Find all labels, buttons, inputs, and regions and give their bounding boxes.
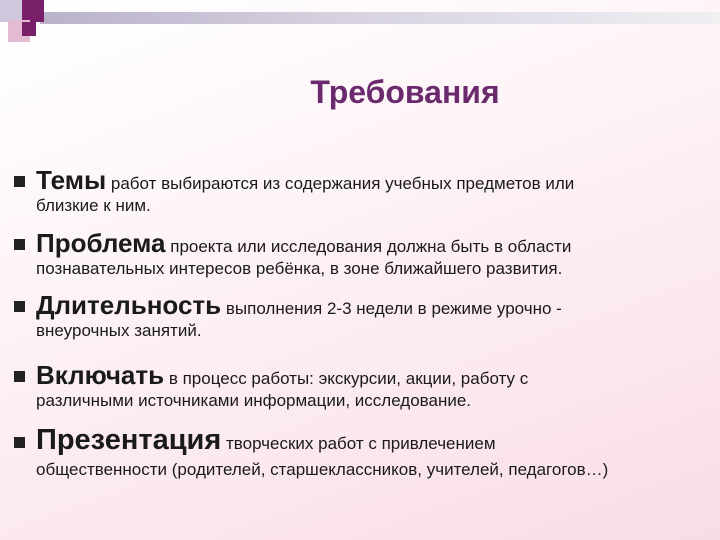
item-keyword: Проблема xyxy=(36,228,166,258)
decoration-square-purple-small xyxy=(22,22,36,36)
item-text: творческих работ с привлечением xyxy=(221,434,496,453)
item-line2: познавательных интересов ребёнка, в зоне ближайшего развития. xyxy=(36,259,563,278)
item-keyword: Включать xyxy=(36,360,165,390)
item-line1 xyxy=(36,290,562,321)
item-text: проекта или исследования должна быть в области xyxy=(165,237,572,256)
item-line1 xyxy=(36,165,574,196)
slide-title: Требования xyxy=(310,74,500,110)
decoration-square-grey xyxy=(0,0,22,22)
item-keyword: Длительность xyxy=(36,290,222,320)
item-text: работ выбираются из содержания учебных предметов или xyxy=(106,174,575,193)
item-line2: внеурочных занятий. xyxy=(36,321,202,340)
header-decoration-bar xyxy=(40,12,720,24)
item-line1 xyxy=(36,360,528,391)
bullet-square-icon xyxy=(14,437,25,448)
item-line2: близкие к ним. xyxy=(36,196,151,215)
bullet-square-icon xyxy=(14,176,25,187)
item-text: в процесс работы: экскурсии, акции, работу с xyxy=(164,369,529,388)
item-keyword: Темы xyxy=(36,165,107,195)
item-line2: общественности (родителей, старшеклассников, учителей, педагогов…) xyxy=(36,460,609,479)
item-line1 xyxy=(36,228,571,259)
item-line2: различными источниками информации, исследование. xyxy=(36,391,472,410)
bullet-square-icon xyxy=(14,371,25,382)
item-text: выполнения 2-3 недели в режиме урочно - xyxy=(221,299,562,318)
bullet-square-icon xyxy=(14,239,25,250)
item-keyword: Презентация xyxy=(36,424,222,456)
decoration-square-purple xyxy=(22,0,44,22)
item-line1 xyxy=(36,424,496,457)
bullet-square-icon xyxy=(14,301,25,312)
